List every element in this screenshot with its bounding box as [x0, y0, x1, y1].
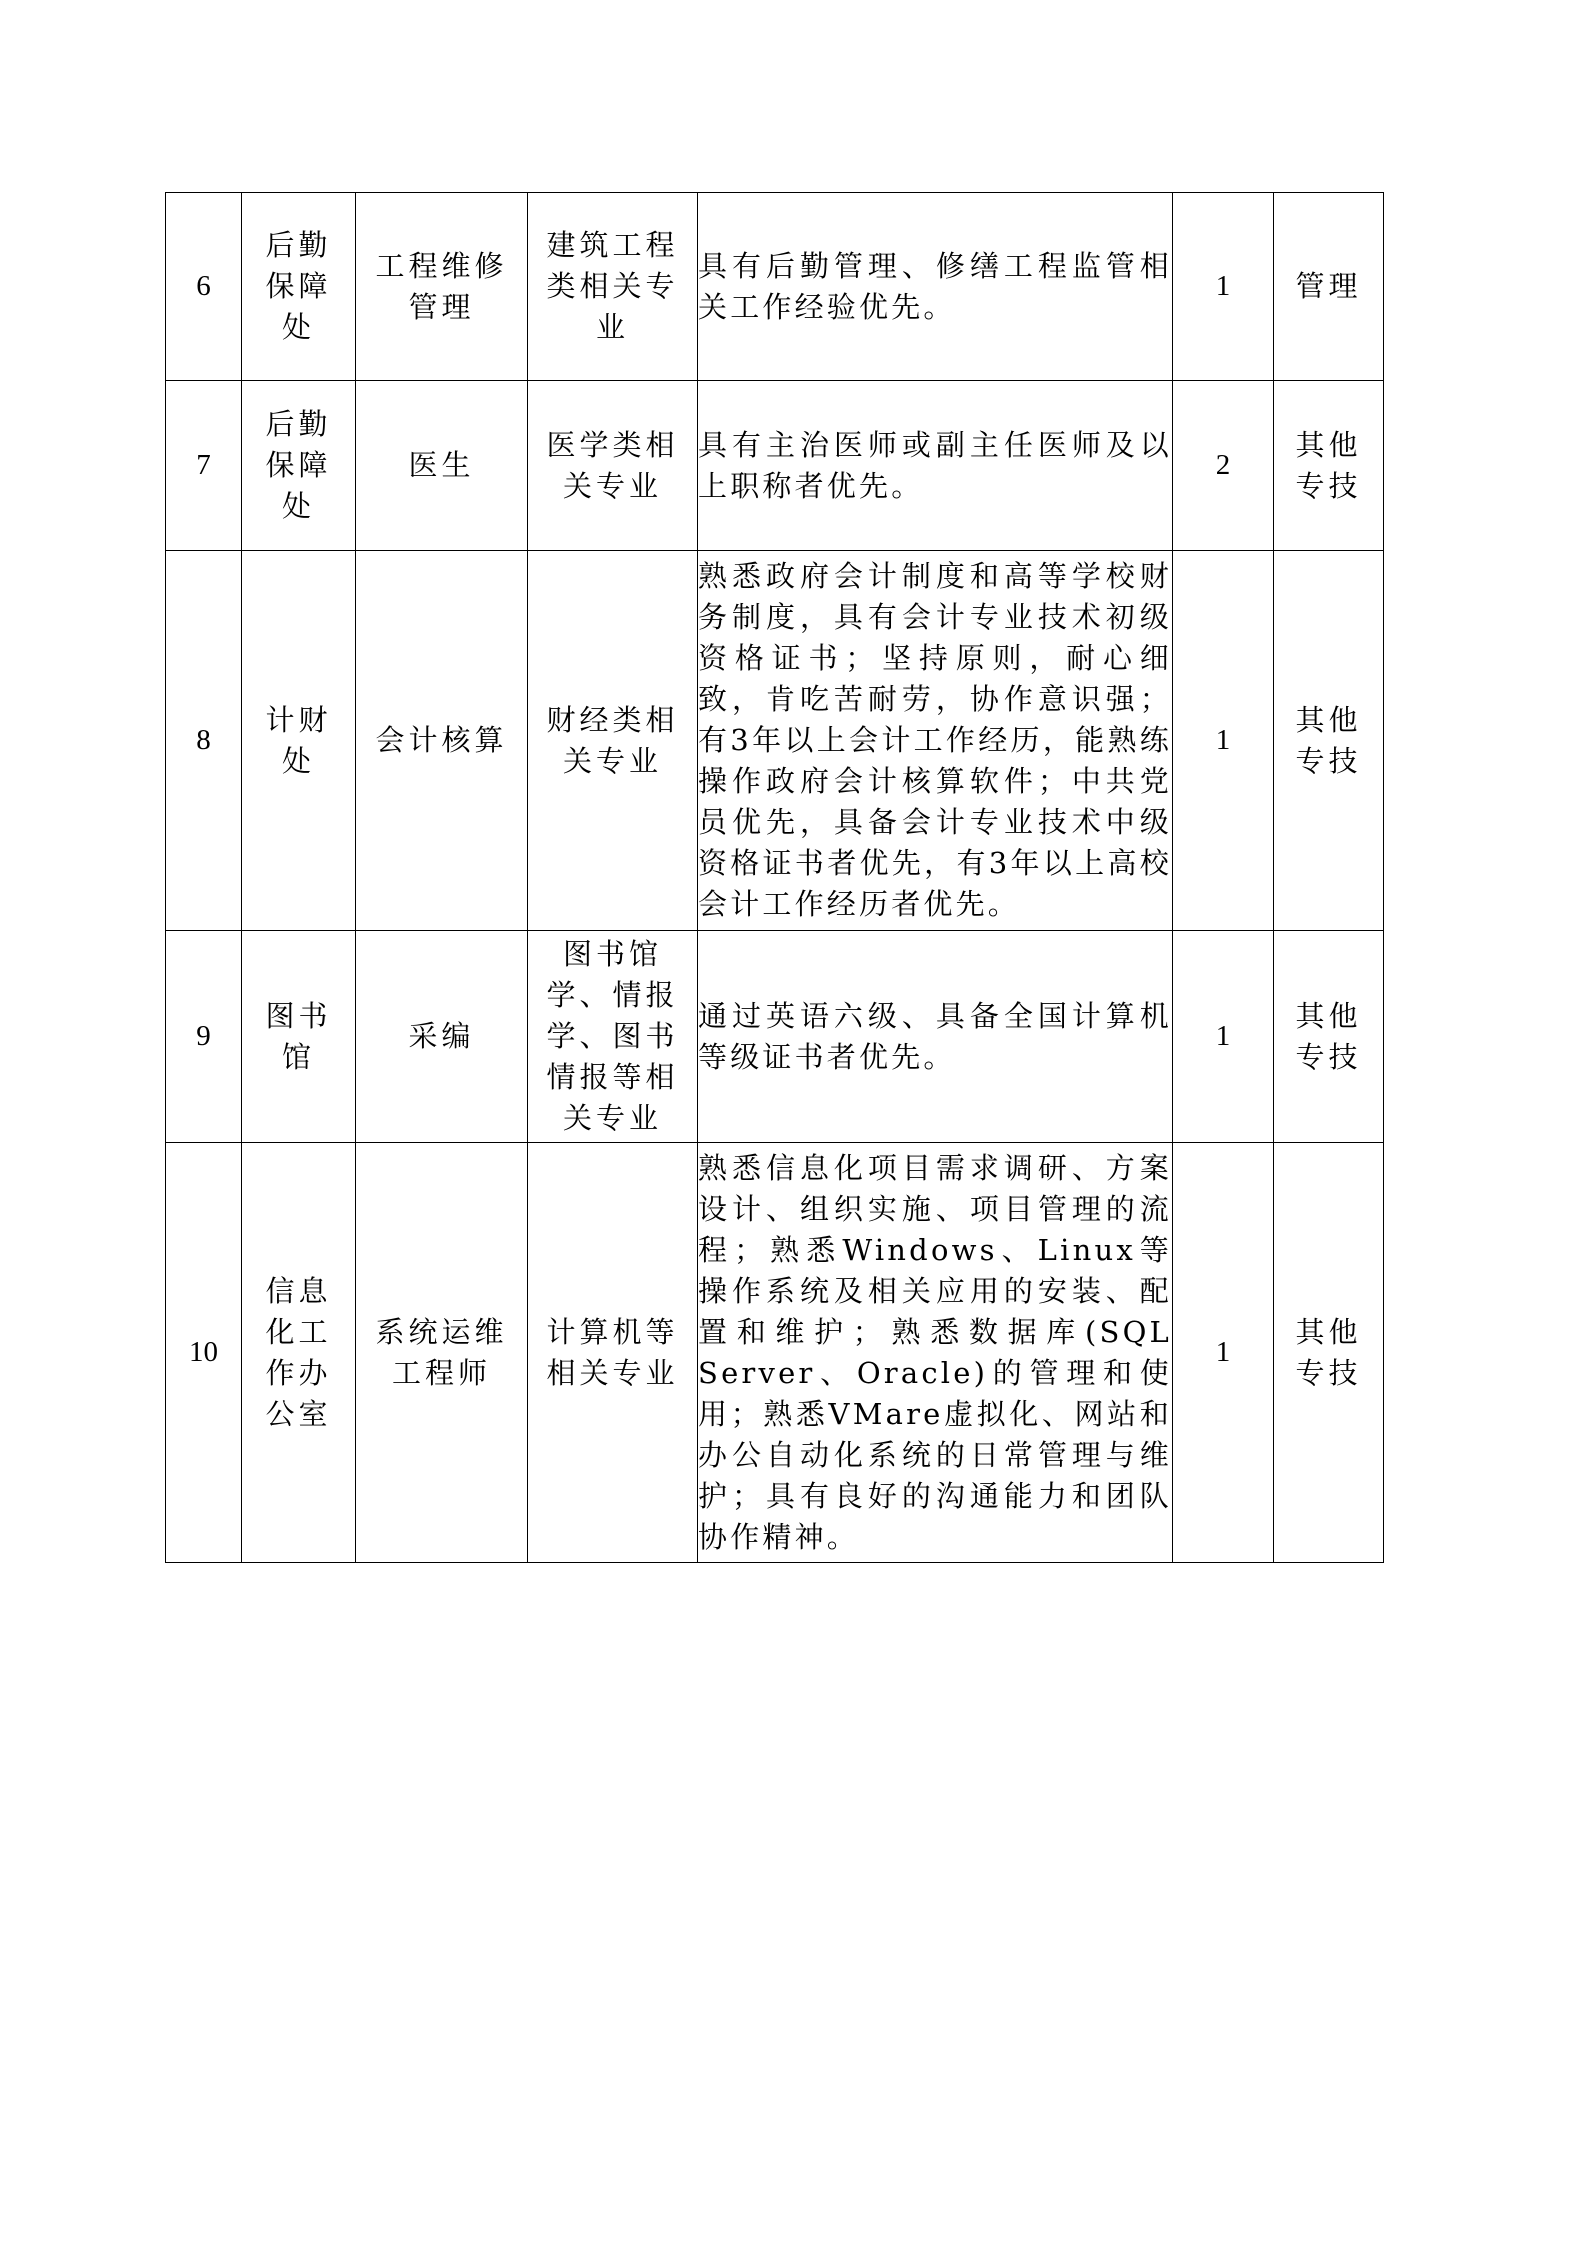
major-text: 财经类相关专业: [546, 702, 679, 778]
major-text: 图书馆学、情报学、图书情报等相关专业: [546, 937, 679, 1135]
row-number: 8: [166, 551, 242, 931]
department-cell: [242, 551, 356, 931]
post-type-text: 其他专技: [1295, 998, 1362, 1074]
requirements-text: 具有主治医师或副主任医师及以上职称者优先。: [698, 427, 1172, 503]
post-type-text: 其他专技: [1295, 427, 1362, 503]
requirements-cell: [698, 193, 1173, 381]
row-number: 7: [166, 381, 242, 551]
position-cell: [356, 1143, 528, 1563]
department-text: 图书馆: [265, 998, 332, 1074]
headcount-cell: 1: [1173, 931, 1274, 1143]
recruitment-table-page: [165, 192, 1384, 1563]
major-cell: [528, 1143, 698, 1563]
headcount-cell: 2: [1173, 381, 1274, 551]
row-number: 6: [166, 193, 242, 381]
position-cell: [356, 931, 528, 1143]
table-row: [166, 931, 1384, 1143]
requirements-text: 熟悉信息化项目需求调研、方案设计、组织实施、项目管理的流程；熟悉Windows、Linux等操作系统及相关应用的安装、配置和维护；熟悉数据库(SQL Server、Oracle)的管理和使用；熟悉VMare虚拟化、网站和办公自动化系统的日常管理与维护；具有良好的沟通能力和团队协作精神。: [698, 1150, 1172, 1554]
department-text: 后勤保障处: [265, 228, 332, 344]
post-type-cell: [1274, 193, 1384, 381]
major-text: 建筑工程类相关专业: [546, 228, 679, 344]
position-text: 医生: [408, 448, 475, 482]
position-text: 会计核算: [375, 723, 508, 757]
major-cell: [528, 931, 698, 1143]
department-text: 后勤保障处: [265, 407, 332, 523]
major-text: 医学类相关专业: [546, 427, 679, 503]
post-type-cell: [1274, 931, 1384, 1143]
post-type-cell: [1274, 1143, 1384, 1563]
requirements-cell: [698, 1143, 1173, 1563]
table-row: [166, 1143, 1384, 1563]
requirements-cell: [698, 551, 1173, 931]
department-text: 信息化工作办公室: [265, 1273, 332, 1431]
department-text: 计财处: [265, 702, 332, 778]
recruitment-table: [165, 192, 1384, 1563]
table-row: [166, 381, 1384, 551]
row-number: 10: [166, 1143, 242, 1563]
post-type-cell: [1274, 381, 1384, 551]
requirements-text: 熟悉政府会计制度和高等学校财务制度，具有会计专业技术初级资格证书；坚持原则，耐心细致，肯吃苦耐劳，协作意识强；有3年以上会计工作经历，能熟练操作政府会计核算软件；中共党员优先，具备会计专业技术中级资格证书者优先，有3年以上高校会计工作经历者优先。: [698, 559, 1172, 921]
headcount-cell: 1: [1173, 551, 1274, 931]
position-cell: [356, 551, 528, 931]
position-text: 系统运维工程师: [375, 1314, 508, 1390]
position-cell: [356, 193, 528, 381]
position-cell: [356, 381, 528, 551]
row-number: 9: [166, 931, 242, 1143]
table-row: [166, 551, 1384, 931]
major-cell: [528, 551, 698, 931]
department-cell: [242, 931, 356, 1143]
department-cell: [242, 1143, 356, 1563]
headcount-cell: 1: [1173, 1143, 1274, 1563]
table-row: [166, 193, 1384, 381]
requirements-cell: [698, 931, 1173, 1143]
post-type-cell: [1274, 551, 1384, 931]
position-text: 采编: [408, 1019, 475, 1053]
major-cell: [528, 381, 698, 551]
post-type-text: 其他专技: [1295, 702, 1362, 778]
requirements-text: 通过英语六级、具备全国计算机等级证书者优先。: [698, 998, 1172, 1074]
major-cell: [528, 193, 698, 381]
headcount-cell: 1: [1173, 193, 1274, 381]
major-text: 计算机等相关专业: [546, 1314, 679, 1390]
requirements-cell: [698, 381, 1173, 551]
department-cell: [242, 193, 356, 381]
post-type-text: 管理: [1295, 269, 1362, 303]
post-type-text: 其他专技: [1295, 1314, 1362, 1390]
requirements-text: 具有后勤管理、修缮工程监管相关工作经验优先。: [698, 248, 1172, 324]
department-cell: [242, 381, 356, 551]
position-text: 工程维修管理: [375, 248, 508, 324]
